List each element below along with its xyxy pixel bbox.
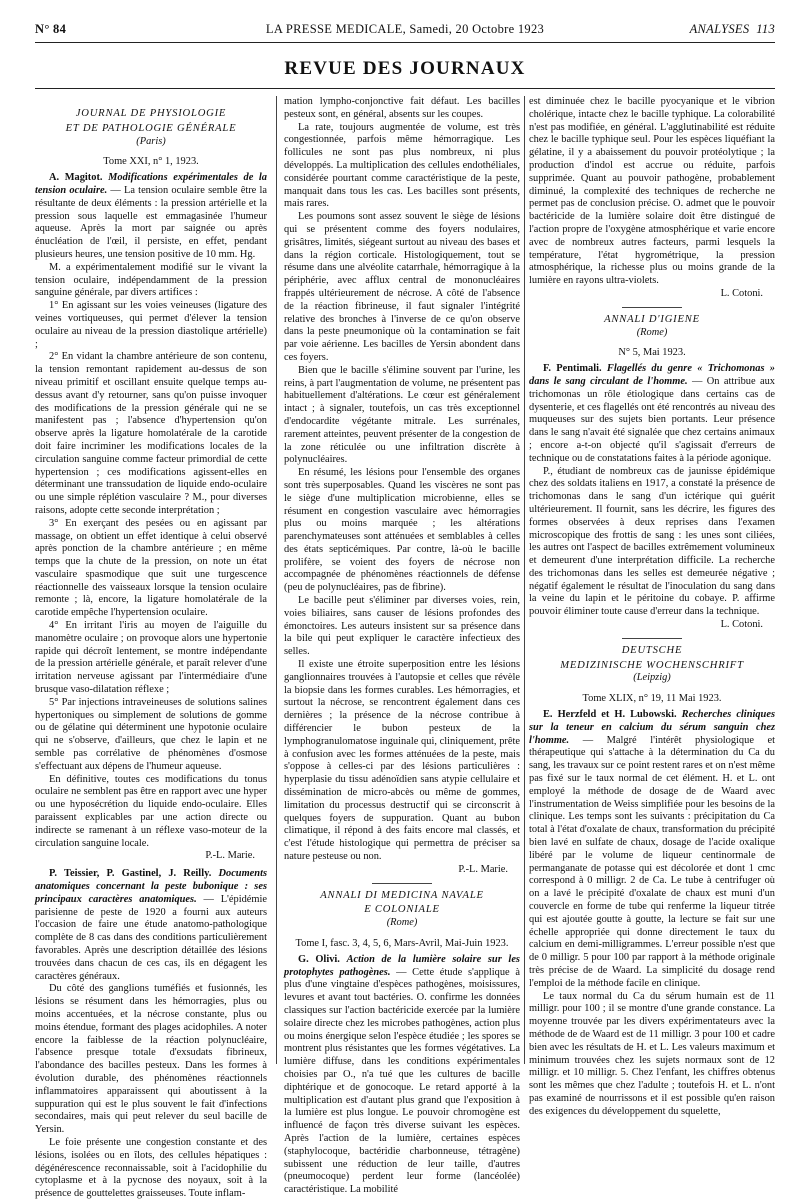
title-rule [35,88,775,89]
running-header [35,22,775,38]
article-author: G. Olivi. [298,953,340,965]
section-divider [622,307,682,308]
article-author: E. Herzfeld et H. Lubowski. [543,709,677,721]
article-author: A. Magitot. [49,172,103,184]
article-text: — On attribue aux trichomonas un rôle étiologique dans certains cas de dysenterie, et ces flagellés ont été rencontrés au niveau des muqueuses sur des sujets bien portants. Leur présence dans le sang n'avait été signalée que chez certains animaux ; encore a-t-on objecté qu'il s'agissait d'erreurs de technique ou de constatations faites à la période agonique. [529,375,775,464]
journal-heading: MEDIZINISCHE WOCHENSCHRIFT [560,659,744,671]
article-paragraph: 5° Par injections intraveineuses de solutions salines hypertoniques ou simplement de solutions de gomme ou de gélatine qui déterminent une hypotonie oculaire qui ne s'observe, d'ailleurs, que chez le lapin et ne semble pas corrélative de phénomènes d'osmose s'effectuant aux dépens de l'humeur aqueuse. [35,696,267,772]
article-author: F. Pentimali. [543,363,602,375]
journal-heading: ANNALI DI MEDICINA NAVALE [320,889,484,901]
article-paragraph: P., étudiant de nombreux cas de jaunisse épidémique chez des soldats italiens en 1917, a constaté la présence de trichomonas dans le sang d'un ictérique qui guérit ultérieurement. Il fournit, sans les décrire, les figures des formes observées à deux reprises dans l'examen microscopique des frottis de sang : les unes sont ciliées, les autres ont l'aspect de bacilles extrêmement volumineux et demeurent d'une interprétation difficile. La recherche des trichomonas dans les selles est demeurée négative ; négatif également le résultat de l'inoculation du sang dans la veine du lapin et le péritoine du cobaye. P. affirme pouvoir éliminer toute cause d'erreur dans la technique. [529,465,775,618]
column-1 [35,96,267,1201]
issue-number: N° 84 [35,22,67,36]
article-paragraph [529,709,775,991]
column-2 [284,96,520,1197]
section-divider [622,638,682,639]
article-paragraph [529,363,775,465]
journal-heading: ANNALI D'IGIENE [604,313,700,325]
journal-city: (Rome) [636,326,668,338]
page-number: 113 [756,22,775,36]
journal-volume: N° 5, Mai 1923. [618,347,686,359]
article-paragraph: 2° En vidant la chambre antérieure de son contenu, la tension remontant rapidement au-dessus de son niveau primitif et oscillant ensuite quelque temps au-dessus avant d'y retourner, sans qu'on puisse invoquer des modifications de la pression générale qui ne se manifestent pas ; l'absence d'hypertension qu'on observe après la ligature homolatérale de la carotide doit faire incriminer les modifications locales de la circulation sanguine comme facteur primordial de cette hypertension ; ces modifications agissent-elles en déterminant une transsudation de liquide endo-oculaire ou une simple réplétion vasculaire ? M., pour diverses raisons, adopte cette seconde interprétation ; [35,351,267,516]
journal-city: (Leipzig) [633,672,671,684]
article-signature: P.-L. Marie. [205,850,255,862]
journal-city: (Paris) [136,135,166,147]
article-text: — La tension oculaire semble être la résultante de deux éléments : la pression artérielle et la pression sous laquelle est emmagasinée l'humeur aqueuse. Après la mort par saignée ou après énucléation de l'œil, il persiste, en effet, pendant plusieurs heures, une tension positive de 10 mm. Hg. [35,184,267,260]
journal-heading: DEUTSCHE [621,644,683,656]
article-paragraph [35,172,267,262]
article-paragraph: En définitive, toutes ces modifications du tonus oculaire ne semblent pas être en rapport avec une hyper ou une hyposécrétion du liquide endo-oculaire. Elles paraissent explicables par une action directe ou indirecte se ramenant à un réflexe vaso-moteur de la circulation sanguine locale. [35,773,267,849]
journal-city: (Rome) [386,917,418,929]
article-author: P. Teissier, P. Gastinel, J. Reilly. [49,868,212,880]
article-paragraph: Le foie présente une congestion constante et des lésions, isolées ou en îlots, des cellules hépatiques : dégénérescence reconnaissable, soit à l'acidophilie du cytoplasme et à la pycnose des noyaux, soit à la présence de gouttelettes graisseuses. Toute inflam- [35,1136,267,1200]
article-paragraph: M. a expérimentalement modifié sur le vivant la tension oculaire, indépendamment de la pression sanguine générale, par divers artifices : [35,261,267,299]
article-paragraph: mation lympho-conjonctive fait défaut. Les bacilles pesteux sont, en général, absents sur les coupes. [284,96,520,120]
section-name: ANALYSES [689,22,750,36]
article-paragraph: La rate, toujours augmentée de volume, est très congestionnée, parfois même hémorragique. Les follicules ne sont pas plus nombreux, ni plus développés. La multiplication des cellules endothéliales, considérée pourtant comme caractéristique de la peste, manquait dans tous les cas. Les bacilles sont présents, mais rares. [284,121,520,210]
article-title: Recherches cliniques sur la teneur en calcium du sérum sanguin chez l'homme. [529,709,775,746]
article-signature: L. Cotoni. [720,619,763,631]
article-title: Action de la lumière solaire sur les protophytes pathogènes. [284,953,520,978]
article-text: — Malgré l'intérêt physiologique et thérapeutique qui s'attache à la détermination du Ca du sang, les travaux sur ce point restent rares et on n'est même pas fixé sur le taux normal de cet élément. H. et L. ont employé la méthode de dosage de de Waard avec l'instrumentation de Weiss simplifiée pour les besoins de la clinique. Les temps sont les suivants : précipitation du Ca total à l'état d'oxalate de chaux, transformation du précipité bien lavé en sulfate de chaux, dosage de l'acide oxalique libéré par le volume de liqueur centinormale de permanganate de potasse qui est décolorée et dont 1 cmc correspond à 0 milligr. 2 de Ca. Le tube à centrifuger où on a lavé le précipité d'oxalate de chaux est muni d'un couvercle en forme de tube qui renferme la liqueur titrée qui est ajoutée goutte à goutte, la lecture se fait sur une échelle appropriée qui donne directement le taux du calcium en demi-milligrammes. L'erreur possible n'est que de 0 milligr. 5 pour 100 par rapport à la méthode originale très précise de de Waard. La simplicité du dosage rend l'emploi de la méthode facile en clinique. [529,734,775,989]
column-3 [529,96,775,1119]
section-page [690,22,775,37]
journal-volume: Tome XLIX, n° 19, 11 Mai 1923. [582,693,722,705]
article-paragraph: est diminuée chez le bacille pyocyanique et le vibrion cholérique, intacte chez le bacille typhique. La colorabilité n'est pas modifiée, en général. L'agglutinabilité est réduite chez le bacille typhique seul. Pour les espèces liquéfiant la gélatine, il y a abaissement du pouvoir protéolytique ; la production d'indol est accrue ou réduite, parfois supprimée. Quant au pouvoir pathogène, probablement diminué, la complexité des techniques de recherche ne permet pas de conclusion précise. O. admet que le pouvoir bactéricide de la lumière solaire doit être distingué de l'action propre de l'oxygène atmosphérique et varie encore avec de nombreux autres facteurs, parmi lesquels la température, l'état hygrométrique, la pression atmosphérique, la richesse plus ou moins grande de la lumière en rayons ultra-violets. [529,96,775,287]
journal-volume: Tome XXI, n° 1, 1923. [103,156,199,168]
article-paragraph [284,954,520,1197]
article-paragraph: En résumé, les lésions pour l'ensemble des organes sont très superposables. Quand les viscères ne sont pas le siège d'une multiplication microbienne, elles se résument en congestion vasculaire avec hémorragies plus ou moins marquée ; les altérations parenchymateuses sont atténuées et semblables à celles des états septicémiques. Par contre, là-où le bacille prolifère, se voient des foyers de nécrose non accompagnée de phénomènes réactionnels de défense (peu de polynucléaires, pas de fibrine). [284,467,520,594]
section-divider [372,883,432,884]
article-paragraph [35,868,267,983]
article-paragraph: Du côté des ganglions tuméfiés et fusionnés, les lésions se résument dans les hémorragies, plus ou moins accentuées, et la nécrose constante, plus ou moins étendue, formant des plages acidophiles. A noter encore la faiblesse de la réaction polynucléaire, l'absence presque totale d'exsudats fibrineux, l'abondance des bacilles pesteux. Dans les formes à évolution durable, des phénomènes réactionnels inflammatoires apparaissent qui aboutissent à la suppuration qui est le plus souvent le fait d'infections secondaires, mais qui peut relever du seul bacille de Yersin. [35,983,267,1136]
article-title: Modifications expérimentales de la tension oculaire. [35,172,267,196]
journal-heading: JOURNAL DE PHYSIOLOGIE [75,108,227,119]
article-paragraph: Le bacille peut s'éliminer par diverses voies, rein, voies biliaires, sans causer de lésions profondes des émonctoires. Les auteurs insistent sur sa présence dans la bile qui peut expliquer le caractère infectieux des selles. [284,595,520,658]
journal-date-line: LA PRESSE MEDICALE, Samedi, 20 Octobre 1923 [265,22,545,36]
page-title: REVUE DES JOURNAUX [284,58,526,79]
header-rule [35,42,775,43]
article-text: — L'épidémie parisienne de peste de 1920 a fourni aux auteurs l'occasion de faire une étude anatomo-pathologique complète de 8 cas dans des conditions particulièrement favorables. Après une description détaillée des lésions trouvées dans chacun de ces cas, ils en dégagent les caractères généraux. [35,893,267,982]
column-divider-2 [524,96,525,1064]
journal-heading: E COLONIALE [364,904,440,916]
journal-heading: ET DE PATHOLOGIE GÉNÉRALE [65,122,237,134]
article-signature: P.-L. Marie. [458,863,508,875]
article-title: Flagellés du genre « Trichomonas » dans le sang circulant de l'homme. [529,363,775,387]
article-paragraph: 3° En exerçant des pesées ou en agissant par massage, on obtient un effet identique à celui observé après ponction de la chambre antérieure ; en même temps que la chute de la pression, on note un état vasculaire spasmodique que suit une turgescence réactionnelle des vaisseaux lorsque la tension oculaire remonte ; là, encore, la ligature homolatérale de la carotide empêche l'hypertension oculaire. [35,517,267,619]
article-paragraph: Les poumons sont assez souvent le siège de lésions qui se présentent comme des foyers nodulaires, grisâtres, limités, siégeant surtout au niveau des bases et dans la région corticale. Histologiquement, tout se résume dans une alvéolite catarrhale, hémorragique à la périphérie, avec afflux central de mononucléaires frappés ultérieurement de nécrose. A côté de l'absence de la réaction fibrineuse, il faut signaler l'intégrité relative des bronches à l'inverse de ce qu'on observe dans la peste pneumonique où la contamination se fait par voie aérienne. Les bacilles de Yersin abondent dans ces foyers. [284,211,520,363]
journal-volume: Tome I, fasc. 3, 4, 5, 6, Mars-Avril, Mai-Juin 1923. [295,938,509,949]
article-signature: L. Cotoni. [720,287,763,299]
article-paragraph: 4° En irritant l'iris au moyen de l'aiguille du manomètre oculaire ; on provoque alors une hypertonie rapide qui décroît lentement, se montre indépendante de la pression artérielle générale, et paraît relever d'une irritation nerveuse agissant par l'intermédiaire d'une brusque vaso-dilatation réflexe ; [35,620,267,696]
article-text: — Cette étude s'applique à plus d'une vingtaine d'espèces pathogènes, moisissures, levures et avant tout bactéries. O. confirme les données classiques sur l'action bactéricide exercée par la lumière solaire directe chez les microbes pathogènes, action plus ou moins énergique selon l'espèce étudiée ; les spores se montrent plus résistantes que les formes végétatives. La lumière diffuse, dans les conditions expérimentales choisies par O., n'a tué que les cultures de bacille diphtérique et de gonocoque. Le retard apporté à la multiplication est d'autant plus grand que l'exposition à la lumière est plus longue. Le pouvoir chromogène est influencé de façon très diverse suivant les espèces. Après l'action de la lumière, certaines espèces (staphylocoque, bactéridie charbonneuse, tétragène) subissent une réduction de leur taille, d'autres (pneumocoque) perdent leur forme (lancéolée) caractéristique. La mobilité [284,966,520,1196]
article-paragraph: Bien que le bacille s'élimine souvent par l'urine, les reins, à part l'augmentation de volume, ne présentent pas habituellement d'altérations. Le cœur est généralement intact ; à signaler, toutefois, un cas très exceptionnel d'endocardite végétante mitrale. Les surrénales, rarement atteintes, peuvent présenter de la congestion de la zone réticulée ou une infiltration discrète à polynucléaires. [284,364,520,466]
article-paragraph: Il existe une étroite superposition entre les lésions ganglionnaires trouvées à l'autopsie et celles que révèle la biopsie dans les formes curables. Les hémorragies, et surtout la nécrose, se rencontrent également dans ces dernières ; la présence de la nécrose contribue à différencier le bubon pesteux de la lymphogranulomatose inguinale qui, cliniquement, prête à confusion avec les formes atténuées de la peste, mais s'oppose à celles-ci par des lésions particulières : hyperplasie du tissu adénoïdien sans atypie cellulaire et dissémination de micro-abcès ou même de gommes, limitation du processus destructif qui se circonscrit à quelques foyers de suppuration. Quant au bubon climatique, il répond à des faits encore mal classés, et c'est l'étude histologique qui permettra de préciser sa nature pesteuse ou non. [284,659,520,863]
article-paragraph: 1° En agissant sur les voies veineuses (ligature des veines vortiqueuses, qui permet d'élever la tension oculaire au niveau de la pression diastolique artérielle) ; [35,300,267,350]
article-title: Documents anatomiques concernant la peste bubonique : ses principaux caractères anatomiques. [35,868,267,905]
column-divider-1 [276,96,277,1064]
article-paragraph: Le taux normal du Ca du sérum humain est de 11 milligr. pour 100 ; il se montre d'une grande constance. La moyenne trouvée par les divers expérimentateurs avec la méthode de de Waard est de 11 milligr. 3 pour 100 et cadre bien avec les résultats de H. et L. Les valeurs maximum et minimum trouvées chez les sujets normaux sont de 12 milligr. et 10 milligr. 5. Chez l'enfant, les chiffres obtenus sont les mêmes que chez l'adulte ; toutefois H. et L. n'ont pas examiné de nourrissons et il est possible qu'en raison des exigences du développement du squelette, [529,990,775,1117]
